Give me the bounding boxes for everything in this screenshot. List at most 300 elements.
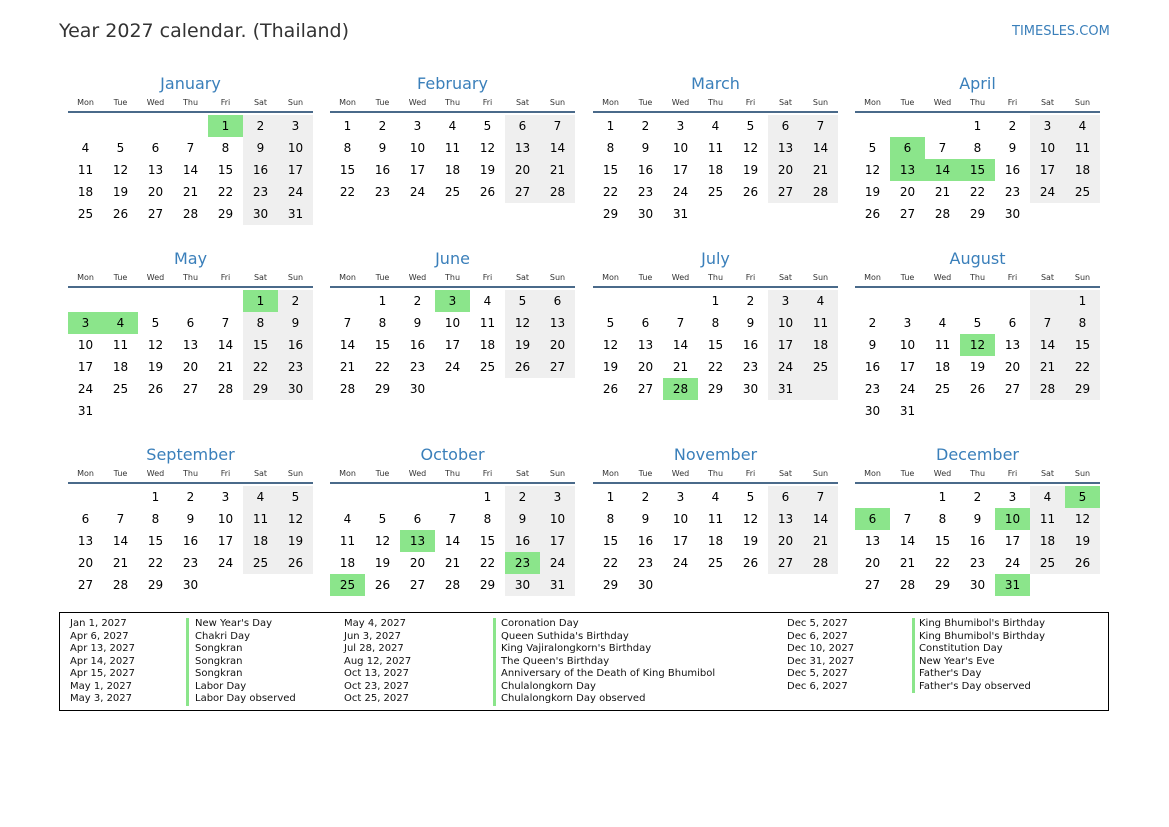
legend-date: Apr 6, 2027 (70, 630, 129, 642)
day-cell: 9 (1008, 141, 1017, 155)
weekday-header (68, 272, 313, 288)
day-cell: 22 (1074, 360, 1091, 374)
day-cell: 6 (518, 119, 527, 133)
legend-holiday-name: New Year's Eve (919, 655, 995, 667)
day-cell: 20 (864, 556, 881, 570)
day-cell: 9 (518, 512, 527, 526)
day-cell: 14 (112, 534, 129, 548)
weekday-label: Sun (812, 469, 829, 478)
day-cell: 29 (217, 207, 234, 221)
day-cell: 31 (899, 404, 916, 418)
legend-holiday-name: King Vajiralongkorn's Birthday (501, 643, 652, 654)
weekday-label: Thu (182, 273, 199, 282)
day-cell: 23 (637, 185, 654, 199)
day-cell: 12 (742, 141, 759, 155)
day-cell: 27 (864, 578, 881, 592)
day-cell: 4 (448, 119, 457, 133)
day-cell: 8 (711, 316, 720, 330)
day-cell: 28 (1039, 382, 1056, 396)
weekday-label: Tue (638, 469, 653, 478)
day-cell: 11 (112, 338, 129, 352)
month-name: September (146, 445, 235, 464)
day-cell: 11 (812, 316, 829, 330)
weekday-label: Wed (933, 469, 952, 478)
weekday-label: Fri (745, 98, 756, 107)
day-cell: 18 (707, 163, 724, 177)
day-cell: 13 (147, 163, 164, 177)
weekday-label: Thu (707, 469, 724, 478)
day-cell: 2 (1008, 119, 1017, 133)
day-cell: 23 (969, 556, 986, 570)
weekday-label: Sat (1040, 469, 1055, 478)
day-cell: 1 (973, 119, 982, 133)
day-cell: 27 (899, 207, 916, 221)
legend-date-column (70, 618, 135, 706)
day-cell: 28 (899, 578, 916, 592)
day-grid (330, 486, 575, 618)
day-cell: 11 (1074, 141, 1091, 155)
day-cell: 3 (553, 490, 562, 504)
day-cell: 21 (812, 163, 829, 177)
day-cell: 22 (339, 185, 356, 199)
day-cell: 26 (147, 382, 164, 396)
day-cell: 27 (514, 185, 531, 199)
day-cell: 8 (938, 512, 947, 526)
legend-holiday-name: Anniversary of the Death of King Bhumibol (501, 668, 716, 679)
day-cell: 10 (77, 338, 94, 352)
day-cell: 17 (287, 163, 304, 177)
day-cell: 10 (444, 316, 461, 330)
weekday-header (855, 272, 1100, 288)
day-cell: 2 (641, 119, 650, 133)
legend-date: Oct 13, 2027 (344, 668, 409, 679)
day-cell: 4 (816, 294, 825, 308)
day-cell: 15 (707, 338, 724, 352)
day-cell: 28 (339, 382, 356, 396)
day-cell: 21 (672, 360, 689, 374)
day-cell: 19 (147, 360, 164, 374)
day-cell: 31 (287, 207, 304, 221)
day-cell: 30 (252, 207, 269, 221)
day-cell: 5 (606, 316, 615, 330)
legend-holiday-name: Coronation Day (501, 618, 579, 629)
day-cell: 10 (1039, 141, 1056, 155)
month-july (593, 249, 838, 422)
weekday-label: Wed (933, 98, 952, 107)
day-cell: 24 (77, 382, 94, 396)
legend-holiday-name: Labor Day observed (195, 693, 296, 704)
day-cell: 16 (742, 338, 759, 352)
weekday-header (68, 468, 313, 484)
legend-date: Dec 5, 2027 (787, 618, 848, 629)
day-cell: 21 (182, 185, 199, 199)
day-cell: 30 (409, 382, 426, 396)
day-cell: 24 (672, 556, 689, 570)
legend-name-column (501, 618, 715, 706)
weekday-header (855, 468, 1100, 484)
day-cell: 19 (374, 556, 391, 570)
weekday-label: Sat (778, 98, 793, 107)
day-cell: 31 (672, 207, 689, 221)
month-march (593, 74, 838, 247)
day-cell: 1 (483, 490, 492, 504)
day-cell: 7 (816, 119, 825, 133)
day-cell: 9 (256, 141, 265, 155)
day-cell: 19 (287, 534, 304, 548)
day-cell: 7 (903, 512, 912, 526)
day-cell: 8 (151, 512, 160, 526)
day-cell: 12 (112, 163, 129, 177)
month-name: April (959, 74, 996, 93)
day-cell: 4 (1043, 490, 1052, 504)
day-cell: 13 (549, 316, 566, 330)
month-september (68, 445, 313, 618)
day-cell: 2 (413, 294, 422, 308)
day-grid (855, 290, 1100, 422)
legend-holiday-name: Father's Day (919, 668, 982, 679)
day-cell: 17 (444, 338, 461, 352)
day-cell: 7 (116, 512, 125, 526)
day-cell: 6 (781, 119, 790, 133)
legend-holiday-name: Chakri Day (195, 630, 251, 642)
day-cell: 22 (479, 556, 496, 570)
day-cell: 26 (1074, 556, 1091, 570)
day-cell: 12 (479, 141, 496, 155)
day-cell: 8 (1078, 316, 1087, 330)
day-cell: 21 (899, 556, 916, 570)
holiday-day-cell: 28 (663, 378, 698, 400)
day-cell: 24 (287, 185, 304, 199)
weekday-label: Thu (969, 273, 986, 282)
day-cell: 29 (374, 382, 391, 396)
weekday-label: Sat (778, 469, 793, 478)
legend-name-column (919, 618, 1045, 693)
day-cell: 7 (553, 119, 562, 133)
day-cell: 4 (81, 141, 90, 155)
day-cell: 22 (217, 185, 234, 199)
day-cell: 2 (641, 490, 650, 504)
month-name: January (160, 74, 221, 93)
day-cell: 15 (934, 534, 951, 548)
legend-date: Dec 6, 2027 (787, 680, 848, 692)
day-cell: 20 (409, 556, 426, 570)
day-cell: 14 (444, 534, 461, 548)
weekday-label: Sun (549, 98, 566, 107)
day-cell: 3 (781, 294, 790, 308)
day-cell: 1 (938, 490, 947, 504)
day-cell: 20 (514, 163, 531, 177)
day-cell: 27 (549, 360, 566, 374)
holiday-day-cell: 15 (960, 159, 995, 181)
day-cell: 9 (973, 512, 982, 526)
day-cell: 29 (252, 382, 269, 396)
weekday-label: Wed (671, 273, 690, 282)
weekday-label: Fri (482, 469, 493, 478)
day-cell: 22 (969, 185, 986, 199)
day-cell: 17 (672, 163, 689, 177)
day-cell: 13 (182, 338, 199, 352)
day-cell: 5 (116, 141, 125, 155)
weekday-label: Fri (220, 98, 231, 107)
day-cell: 26 (479, 185, 496, 199)
day-cell: 16 (864, 360, 881, 374)
weekday-label: Thu (182, 469, 199, 478)
day-cell: 1 (343, 119, 352, 133)
day-cell: 11 (339, 534, 356, 548)
day-cell: 3 (903, 316, 912, 330)
month-february (330, 74, 575, 247)
day-cell: 29 (934, 578, 951, 592)
day-cell: 26 (864, 207, 881, 221)
weekday-header (593, 468, 838, 484)
day-cell: 22 (934, 556, 951, 570)
day-cell: 11 (77, 163, 94, 177)
day-cell: 15 (374, 338, 391, 352)
day-cell: 12 (1074, 512, 1091, 526)
day-cell: 8 (256, 316, 265, 330)
day-cell: 2 (973, 490, 982, 504)
day-cell: 16 (514, 534, 531, 548)
legend-date: Jun 3, 2027 (344, 630, 401, 642)
day-cell: 30 (1004, 207, 1021, 221)
weekday-label: Thu (969, 98, 986, 107)
weekday-header (593, 272, 838, 288)
day-cell: 19 (969, 360, 986, 374)
weekday-label: Tue (900, 469, 915, 478)
holiday-day-cell: 1 (208, 115, 243, 137)
day-cell: 24 (217, 556, 234, 570)
day-cell: 21 (549, 163, 566, 177)
legend-date-column (787, 618, 854, 693)
day-cell: 13 (514, 141, 531, 155)
day-cell: 15 (602, 534, 619, 548)
day-cell: 25 (77, 207, 94, 221)
weekday-label: Tue (375, 98, 390, 107)
day-cell: 18 (1074, 163, 1091, 177)
day-cell: 20 (777, 163, 794, 177)
day-cell: 7 (343, 316, 352, 330)
legend-date: May 1, 2027 (70, 680, 133, 692)
day-cell: 16 (1004, 163, 1021, 177)
day-cell: 9 (291, 316, 300, 330)
weekday-label: Wed (408, 469, 427, 478)
weekday-label: Wed (671, 98, 690, 107)
day-cell: 30 (742, 382, 759, 396)
weekday-label: Wed (146, 469, 165, 478)
legend-holiday-name: The Queen's Birthday (501, 655, 610, 667)
legend-date: Oct 25, 2027 (344, 693, 409, 704)
month-december (855, 445, 1100, 618)
weekday-label: Sat (253, 273, 268, 282)
day-cell: 13 (637, 338, 654, 352)
weekday-label: Wed (146, 273, 165, 282)
day-cell: 7 (448, 512, 457, 526)
legend-date-column (344, 618, 411, 706)
day-cell: 18 (77, 185, 94, 199)
day-cell: 31 (77, 404, 94, 418)
day-cell: 15 (1074, 338, 1091, 352)
day-cell: 29 (602, 578, 619, 592)
day-cell: 19 (742, 534, 759, 548)
day-cell: 26 (287, 556, 304, 570)
day-cell: 7 (676, 316, 685, 330)
day-cell: 13 (77, 534, 94, 548)
day-cell: 11 (707, 512, 724, 526)
legend-marker (912, 618, 915, 693)
day-cell: 27 (409, 578, 426, 592)
day-cell: 19 (479, 163, 496, 177)
weekday-label: Wed (408, 98, 427, 107)
day-cell: 18 (934, 360, 951, 374)
day-cell: 9 (413, 316, 422, 330)
day-cell: 4 (256, 490, 265, 504)
day-cell: 19 (742, 163, 759, 177)
day-cell: 11 (707, 141, 724, 155)
day-cell: 19 (864, 185, 881, 199)
day-cell: 6 (641, 316, 650, 330)
weekday-header (68, 97, 313, 113)
day-cell: 25 (252, 556, 269, 570)
legend-date: Jan 1, 2027 (70, 618, 127, 629)
legend-name-column (195, 618, 296, 706)
day-cell: 26 (112, 207, 129, 221)
day-cell: 13 (864, 534, 881, 548)
day-cell: 3 (1043, 119, 1052, 133)
day-cell: 28 (112, 578, 129, 592)
day-grid (855, 486, 1100, 618)
day-cell: 12 (514, 316, 531, 330)
day-cell: 27 (1004, 382, 1021, 396)
day-cell: 12 (147, 338, 164, 352)
weekday-label: Sun (1074, 273, 1091, 282)
day-cell: 21 (1039, 360, 1056, 374)
weekday-label: Tue (113, 469, 128, 478)
weekday-label: Tue (375, 273, 390, 282)
holiday-day-cell: 12 (960, 334, 995, 356)
day-cell: 26 (514, 360, 531, 374)
day-cell: 29 (479, 578, 496, 592)
day-cell: 3 (291, 119, 300, 133)
day-cell: 31 (777, 382, 794, 396)
day-cell: 1 (1078, 294, 1087, 308)
day-grid (330, 290, 575, 422)
day-cell: 2 (186, 490, 195, 504)
weekday-label: Tue (900, 98, 915, 107)
day-cell: 27 (777, 556, 794, 570)
month-name: February (417, 74, 488, 93)
day-cell: 16 (409, 338, 426, 352)
day-cell: 28 (444, 578, 461, 592)
day-cell: 2 (291, 294, 300, 308)
legend-date: Dec 31, 2027 (787, 655, 855, 667)
day-cell: 19 (112, 185, 129, 199)
day-cell: 1 (151, 490, 160, 504)
day-cell: 14 (812, 512, 829, 526)
legend-holiday-name: Queen Suthida's Birthday (501, 630, 629, 642)
day-cell: 23 (287, 360, 304, 374)
day-cell: 7 (816, 490, 825, 504)
day-cell: 18 (252, 534, 269, 548)
day-cell: 7 (938, 141, 947, 155)
day-cell: 13 (1004, 338, 1021, 352)
month-name: July (701, 249, 730, 268)
legend-holiday-name: Father's Day observed (919, 680, 1031, 692)
day-cell: 15 (479, 534, 496, 548)
day-cell: 9 (868, 338, 877, 352)
day-cell: 19 (1074, 534, 1091, 548)
day-cell: 8 (221, 141, 230, 155)
day-cell: 2 (518, 490, 527, 504)
legend-holiday-name: Labor Day (195, 680, 247, 692)
day-cell: 28 (217, 382, 234, 396)
month-name: December (936, 445, 1019, 464)
weekday-label: Wed (408, 273, 427, 282)
holiday-day-cell: 3 (435, 290, 470, 312)
day-cell: 6 (413, 512, 422, 526)
day-cell: 9 (378, 141, 387, 155)
day-cell: 23 (409, 360, 426, 374)
day-cell: 21 (812, 534, 829, 548)
day-cell: 31 (549, 578, 566, 592)
weekday-label: Fri (220, 273, 231, 282)
day-cell: 12 (374, 534, 391, 548)
month-august (855, 249, 1100, 422)
brand-link[interactable]: TIMESLES.COM (1012, 24, 1110, 39)
day-cell: 11 (1039, 512, 1056, 526)
day-cell: 23 (252, 185, 269, 199)
day-cell: 17 (777, 338, 794, 352)
holiday-day-cell: 4 (103, 312, 138, 334)
legend-date: May 4, 2027 (344, 618, 407, 629)
day-cell: 6 (186, 316, 195, 330)
holiday-legend (59, 612, 1109, 711)
day-cell: 24 (549, 556, 566, 570)
day-cell: 27 (637, 382, 654, 396)
day-cell: 23 (182, 556, 199, 570)
weekday-label: Tue (638, 98, 653, 107)
day-cell: 1 (711, 294, 720, 308)
day-cell: 6 (1008, 316, 1017, 330)
legend-marker (186, 618, 189, 706)
weekday-label: Tue (375, 469, 390, 478)
day-cell: 30 (637, 207, 654, 221)
day-cell: 5 (746, 119, 755, 133)
weekday-label: Thu (182, 98, 199, 107)
weekday-label: Sun (287, 273, 304, 282)
day-cell: 5 (151, 316, 160, 330)
day-cell: 25 (812, 360, 829, 374)
holiday-day-cell: 25 (330, 574, 365, 596)
day-cell: 28 (812, 185, 829, 199)
day-cell: 22 (707, 360, 724, 374)
holiday-day-cell: 10 (995, 508, 1030, 530)
day-cell: 24 (777, 360, 794, 374)
day-cell: 18 (1039, 534, 1056, 548)
weekday-label: Thu (444, 469, 461, 478)
day-cell: 1 (606, 119, 615, 133)
day-cell: 4 (343, 512, 352, 526)
day-cell: 16 (969, 534, 986, 548)
month-name: October (420, 445, 485, 464)
day-cell: 14 (549, 141, 566, 155)
weekday-label: Thu (444, 98, 461, 107)
day-grid (855, 115, 1100, 247)
weekday-label: Sat (515, 98, 530, 107)
weekday-label: Sat (778, 273, 793, 282)
day-cell: 14 (812, 141, 829, 155)
day-cell: 1 (606, 490, 615, 504)
holiday-day-cell: 5 (1065, 486, 1100, 508)
